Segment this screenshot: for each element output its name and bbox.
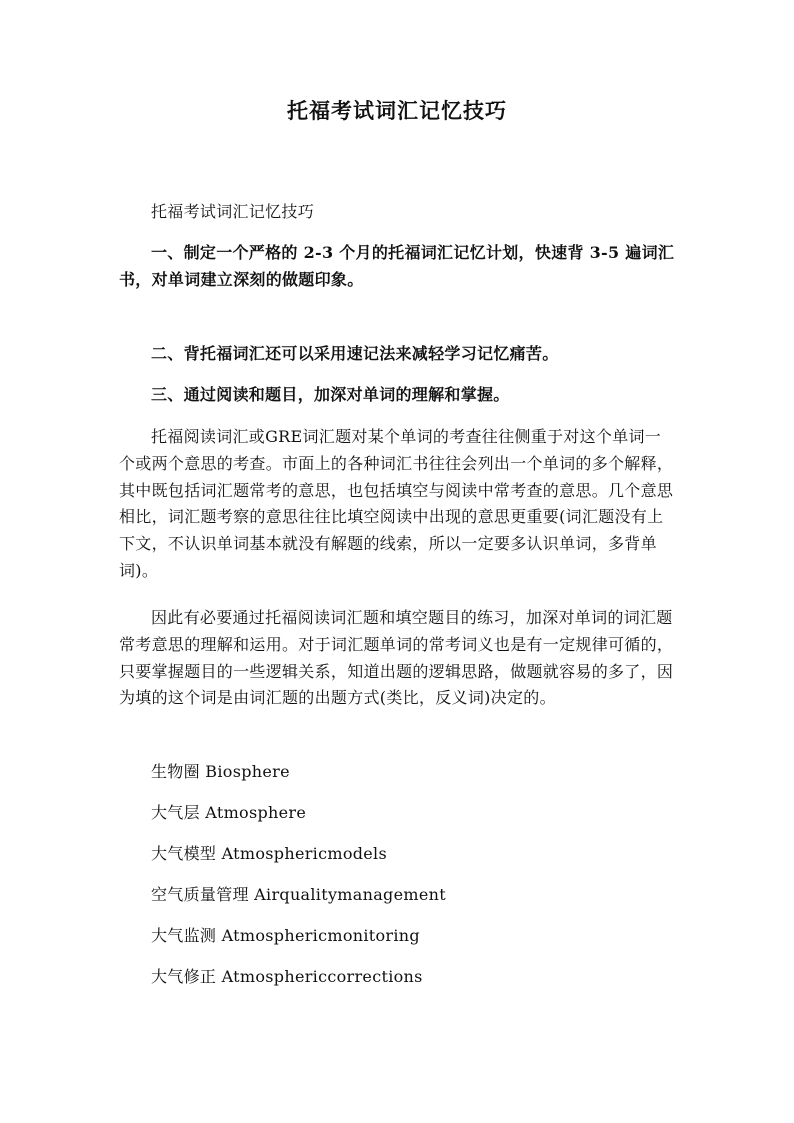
body-paragraph-1: 托福阅读词汇或GRE词汇题对某个单词的考查往往侧重于对这个单词一个或两个意思的考查。市面上的各种词汇书往往会列出一个单词的多个解释，其中既包括词汇题常考的意思，也包括填空与阅读中常考查的意思。几个意思相比，词汇题考察的意思往往比填空阅读中出现的意思更重要(词汇题没有上下文，不认识单词基本就没有解题的线索，所以一定要多认识单词，多背单词)。 [119,427,674,580]
point-3: 三、通过阅读和题目，加深对单词的理解和掌握。 [151,385,510,404]
term-item: 空气质量管理 Airqualitymanagement [151,885,446,904]
term-item: 大气修正 Atmosphericcorrections [151,967,423,986]
term-item: 生物圈 Biosphere [151,762,290,781]
term-item: 大气模型 Atmosphericmodels [151,844,387,863]
term-item: 大气层 Atmosphere [151,803,307,822]
point-2: 二、背托福词汇还可以采用速记法来减轻学习记忆痛苦。 [151,344,559,363]
term-item: 大气监测 Atmosphericmonitoring [151,926,420,945]
body-paragraph-2: 因此有必要通过托福阅读词汇题和填空题目的练习，加深对单词的词汇题常考意思的理解和运用。对于词汇题单词的常考词义也是有一定规律可循的，只要掌握题目的一些逻辑关系，知道出题的逻辑思路，做题就容易的多了，因为填的这个词是由词汇题的出题方式(类比，反义词)决定的。 [119,608,674,708]
point-1: 一、制定一个严格的 2-3 个月的托福词汇记忆计划，快速背 3-5 遍词汇书，对单词建立深刻的做题印象。 [119,243,675,289]
document-subtitle: 托福考试词汇记忆技巧 [151,202,315,221]
document-title: 托福考试词汇记忆技巧 [287,98,507,123]
